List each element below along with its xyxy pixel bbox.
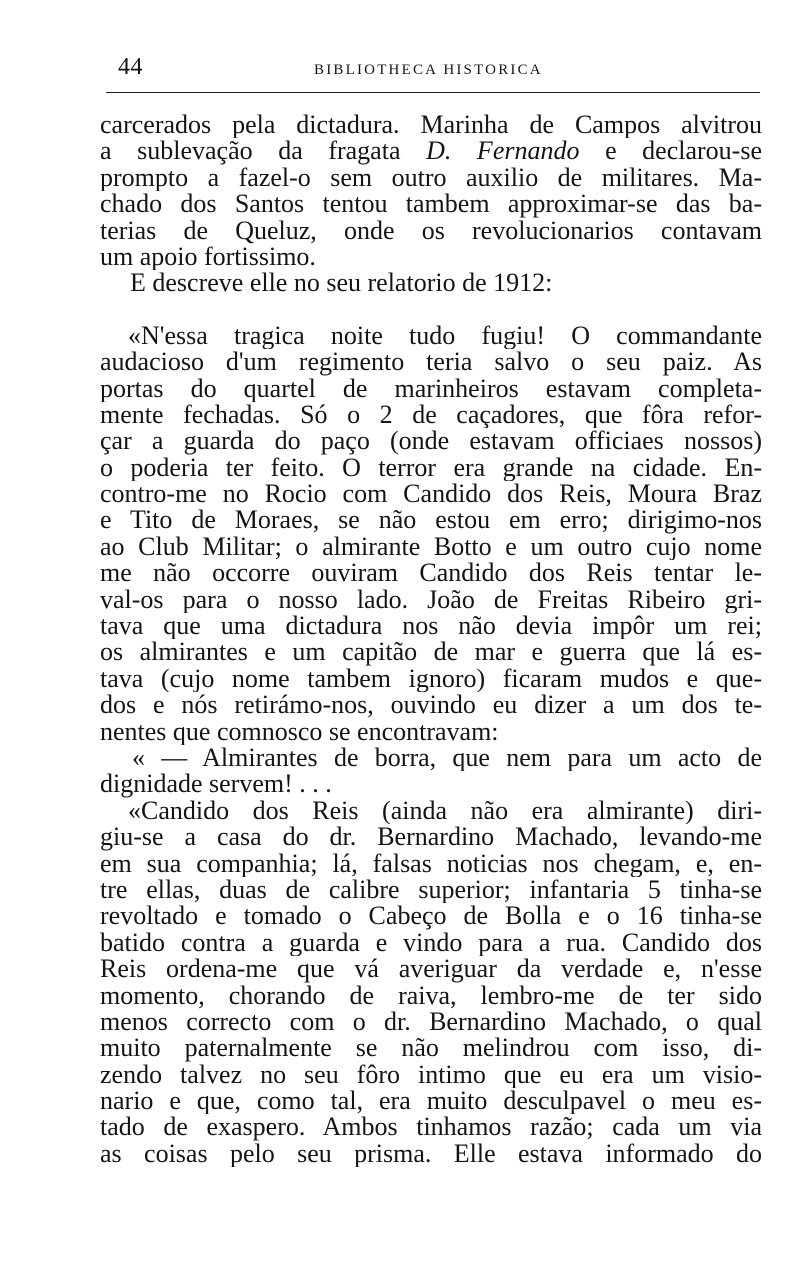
text-line: ao Club Militar; o almirante Botto e um outro cujo nome	[100, 533, 762, 561]
text-line: Reis ordena-me que vá averiguar da verdade e, n'esse	[100, 956, 762, 983]
text-line: zendo talvez no seu fôro intimo que eu era um visio-	[100, 1061, 762, 1089]
page-number: 44	[118, 54, 143, 80]
text-line: giu-se a casa do dr. Bernardino Machado, levando-me	[100, 824, 762, 851]
text-line: as coisas pelo seu prisma. Elle estava informado do	[100, 1140, 762, 1168]
running-title: BIBLIOTHECA HISTORICA	[314, 62, 543, 78]
text-line	[100, 138, 762, 164]
text-line: batido contra a guarda e vindo para a rua. Candido dos	[100, 929, 762, 957]
text-line: audacioso d'um regimento teria salvo o seu paiz. As	[100, 349, 762, 376]
text-line: çar a guarda do paço (onde estavam officiaes nossos)	[100, 428, 762, 455]
text-line: nentes que comnosco se encontravam:	[100, 718, 499, 745]
text-line: os almirantes e um capitão de mar e guerra que lá es-	[100, 639, 762, 666]
text-line: val-os para o nosso lado. João de Freitas Ribeiro gri-	[100, 586, 762, 614]
text-line: nario e que, como tal, era muito desculpavel o meu es-	[100, 1088, 762, 1115]
text-line: E descreve elle no seu relatorio de 1912:	[130, 270, 553, 297]
text-line: carcerados pela dictadura. Marinha de Campos alvitrou	[100, 112, 762, 139]
ship-name: D. Fernando	[426, 138, 580, 165]
text-line: tava (cujo nome tambem ignoro) ficaram mudos e que-	[100, 665, 762, 693]
text-line: prompto a fazel-o sem outro auxilio de militares. Ma-	[100, 164, 762, 192]
text-segment: a sublevação da fragata	[100, 138, 427, 165]
text-line: «Candido dos Reis (ainda não era almirante) diri-	[128, 797, 762, 825]
text-line: e Tito de Moraes, se não estou em erro; dirigimo-nos	[100, 507, 762, 534]
text-line: me não occorre ouviram Candido dos Reis tentar le-	[100, 560, 762, 587]
text-line: um apoio fortissimo.	[100, 243, 316, 271]
text-line: dos e nós retirámo-nos, ouvindo eu dizer a um dos te-	[100, 692, 762, 719]
text-line: portas do quartel de marinheiros estavam completa-	[100, 375, 762, 402]
text-line: mente fechadas. Só o 2 de caçadores, que fôra refor-	[100, 401, 762, 429]
text-line: momento, chorando de raiva, lembro-me de ter sido	[100, 982, 762, 1009]
text-line: revoltado e tomado o Cabeço de Bolla e o 16 tinha-se	[100, 903, 762, 930]
text-segment: e declarou-se	[579, 138, 762, 165]
text-line: em sua companhia; lá, falsas noticias nos chegam, e, en-	[100, 850, 762, 877]
text-line: tava que uma dictadura nos não devia impôr um rei;	[100, 613, 762, 640]
text-line: « — Almirantes de borra, que nem para um acto de	[132, 744, 762, 772]
text-line: chado dos Santos tentou tambem approximar-se das ba-	[100, 191, 762, 218]
text-line: muito paternalmente se não melindrou com isso, di-	[100, 1035, 762, 1062]
text-line: tado de exaspero. Ambos tinhamos razão; cada um via	[100, 1114, 762, 1141]
paragraph-gap	[100, 297, 762, 323]
text-line: «N'essa tragica noite tudo fugiu! O commandante	[128, 322, 762, 350]
text-line: dignidade servem! . . .	[100, 771, 332, 798]
text-line: o poderia ter feito. O terror era grande na cidade. En-	[100, 454, 762, 482]
text-line: menos correcto com o dr. Bernardino Machado, o qual	[100, 1008, 762, 1036]
body-text	[100, 112, 762, 1167]
running-header	[106, 50, 760, 93]
text-line: contro-me no Rocio com Candido dos Reis, Moura Braz	[100, 481, 762, 508]
text-line: terias de Queluz, onde os revolucionarios contavam	[100, 217, 762, 244]
text-line: tre ellas, duas de calibre superior; infantaria 5 tinha-se	[100, 876, 762, 904]
